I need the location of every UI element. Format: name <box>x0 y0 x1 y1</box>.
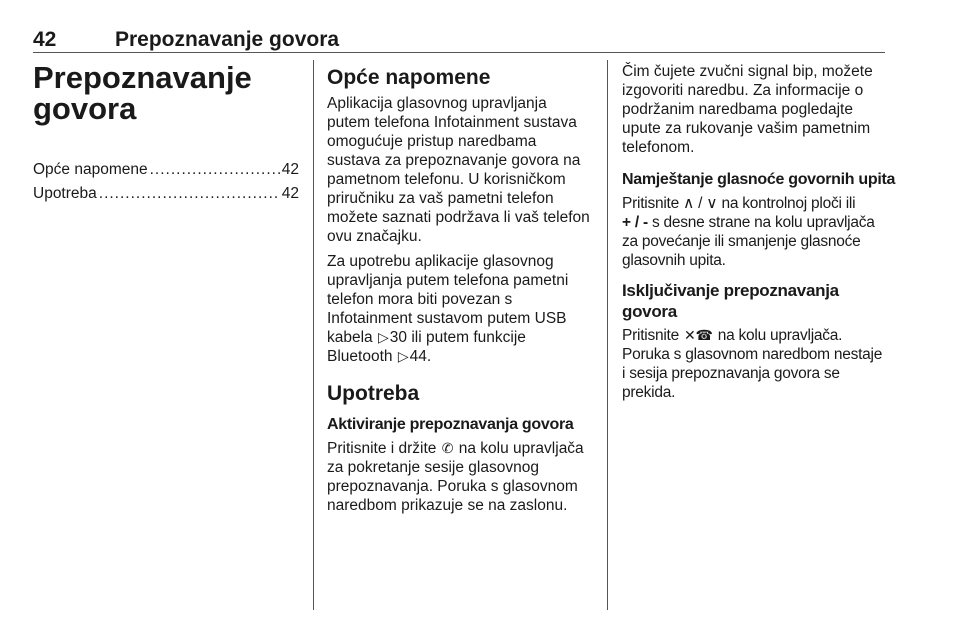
text: na kolu upravljača za pokretanje sesije glasovnog prepoznavanja. Poruka s glasovnom naredbom prikazuje se na zaslonu. <box>327 440 584 514</box>
text: s desne strane na kolu upravljača za povećanje ili smanjenje glasnoće glasovnih upita. <box>622 214 875 269</box>
paragraph <box>622 326 888 402</box>
text: na kontrolnoj ploči ili <box>717 195 856 212</box>
paragraph <box>327 252 593 366</box>
arrow-reference-icon: ▷ <box>377 329 389 345</box>
volume-button-label: + / - <box>622 214 648 231</box>
toc-leader <box>99 184 280 204</box>
text: Pritisnite <box>622 195 683 212</box>
toc-entry[interactable] <box>33 184 299 204</box>
column-divider <box>607 60 608 610</box>
toc-page: 42 <box>281 185 299 202</box>
toc-label: Upotreba <box>33 185 97 202</box>
page-number: 42 <box>33 28 57 51</box>
column-toc <box>33 62 299 208</box>
chapter-title: Prepoznavanje govora <box>33 60 252 126</box>
page-reference[interactable]: 30 <box>389 329 408 346</box>
subheading: Isključivanje prepoznavanja govora <box>622 281 839 321</box>
toc-entry[interactable] <box>33 160 299 180</box>
text: Pritisnite <box>622 327 683 344</box>
section-heading-opce: Opće napomene <box>327 66 491 89</box>
column-content-1 <box>327 62 593 521</box>
text: / <box>694 195 707 212</box>
toc-label: Opće napomene <box>33 161 148 178</box>
paragraph <box>622 194 888 270</box>
subheading: Namještanje glasnoće govornih upita <box>622 171 896 188</box>
down-arrow-icon: ∨ <box>706 195 718 212</box>
running-title: Prepoznavanje govora <box>115 28 340 51</box>
subheading: Aktiviranje prepoznavanja govora <box>327 416 574 433</box>
page-reference[interactable]: 44 <box>409 348 427 365</box>
arrow-reference-icon: ▷ <box>397 348 409 364</box>
section-heading-upotreba: Upotreba <box>327 382 420 405</box>
toc-page: 42 <box>281 161 299 178</box>
text: ili putem funkcije Bluetooth <box>327 329 526 365</box>
paragraph: Aplikacija glasovnog upravljanja putem telefona Infotainment sustava omogućuje pristup naredbama sustava za prepoznavanje govora na pametnom telefonu. U korisničkom priručniku za vaš pametni telefon možete saznati podržava li vaš telefon ovu značajku. <box>327 95 590 245</box>
text: Za upotrebu aplikacije glasovnog upravljanja putem telefona pametni telefon mora biti povezan s Infotainment sustavom putem USB kabela <box>327 253 569 346</box>
column-divider <box>313 60 314 610</box>
text: na kolu upravljača. Poruka s glasovnom naredbom nestaje i sesija prepoznavanja govora se prekida. <box>622 327 883 401</box>
header-rule <box>33 52 885 53</box>
paragraph <box>327 439 593 515</box>
text: Pritisnite i držite <box>327 440 441 457</box>
phone-voice-icon: ✆ <box>441 440 454 456</box>
text: . <box>426 348 432 365</box>
mute-end-call-icon: ✕☎ <box>684 327 713 343</box>
column-content-2 <box>622 62 896 408</box>
page-header <box>33 28 885 54</box>
toc-leader <box>150 160 280 180</box>
up-arrow-icon: ∧ <box>683 195 695 212</box>
paragraph: Čim čujete zvučni signal bip, možete izgovoriti naredbu. Za informacije o podržanim naredbama pogledajte upute za rukovanje vašim pametnim telefonom. <box>622 63 873 156</box>
